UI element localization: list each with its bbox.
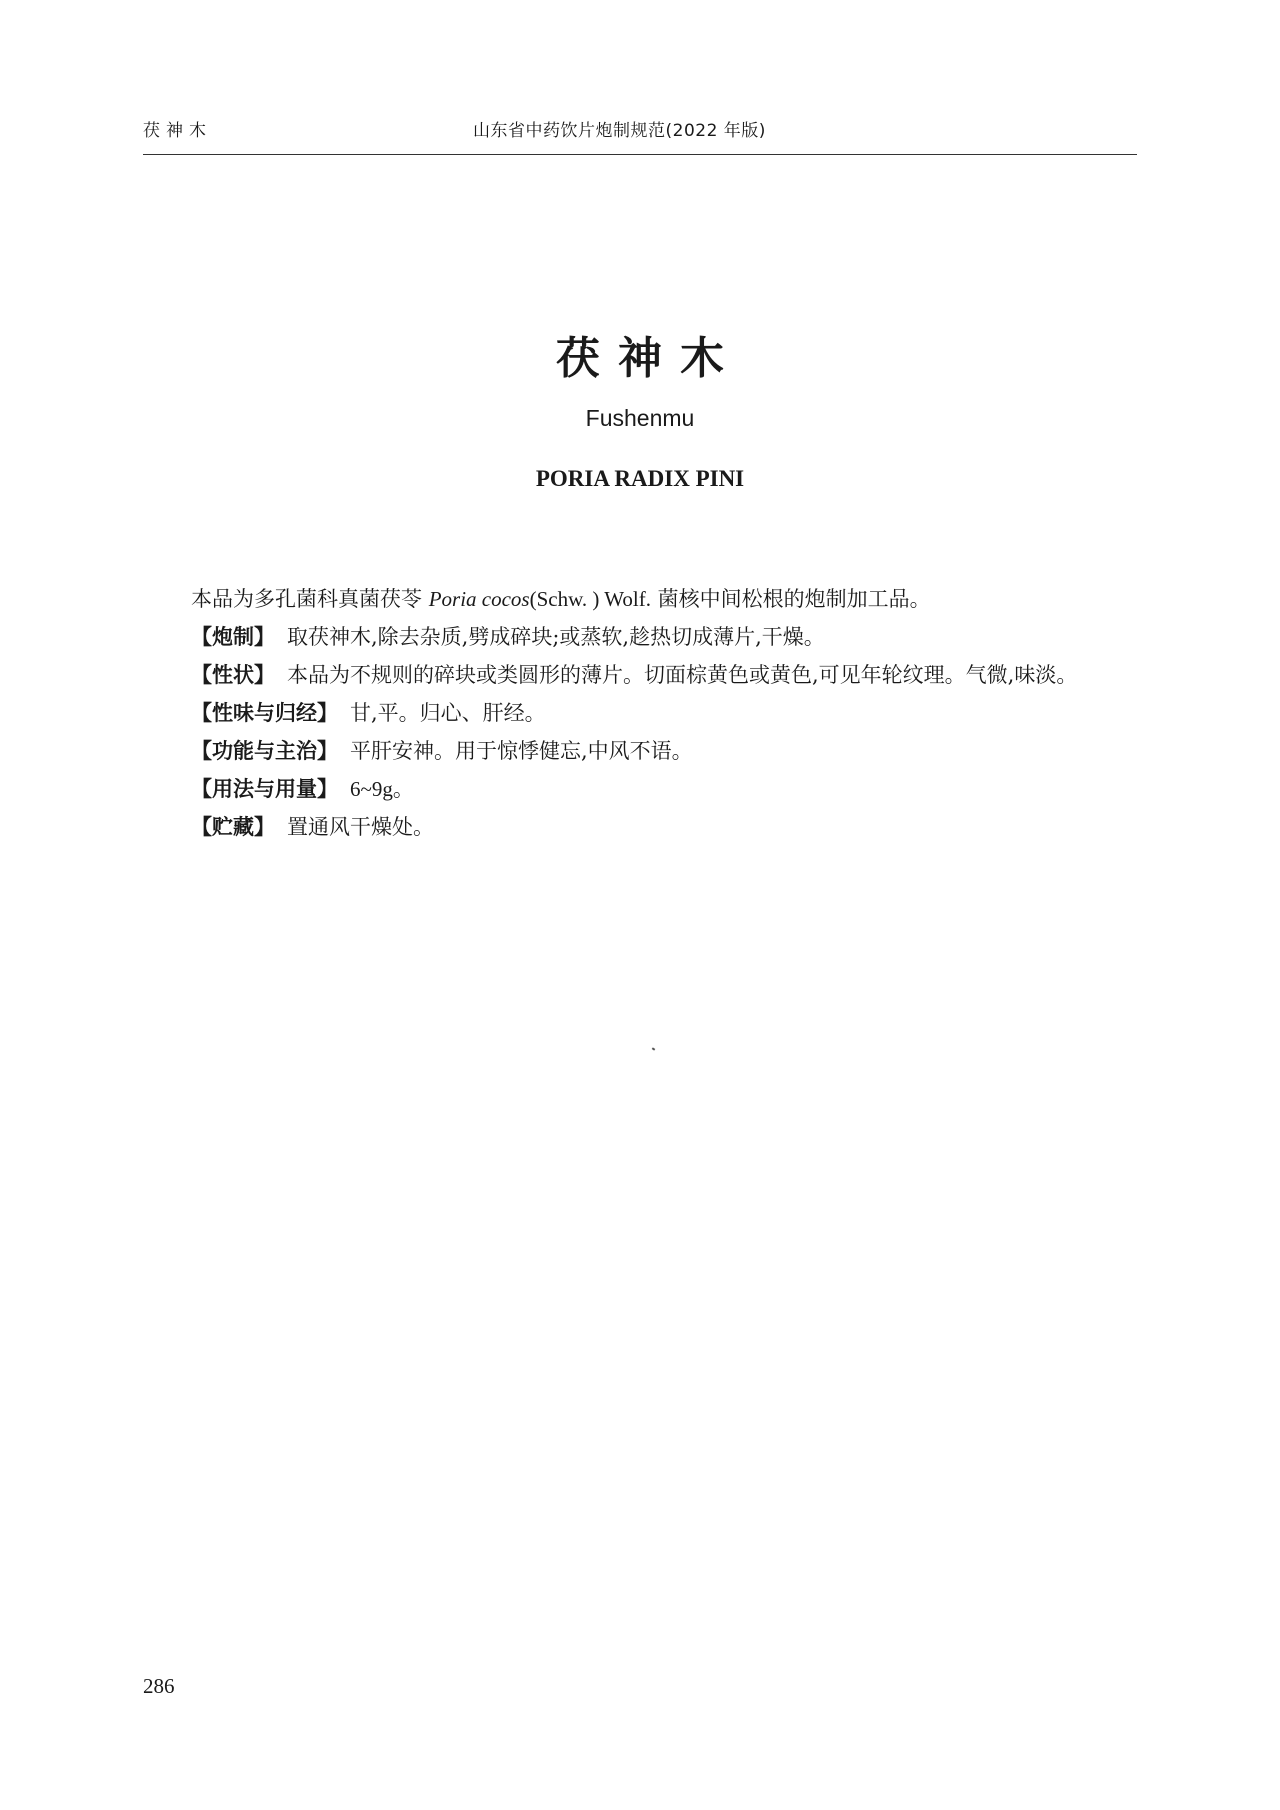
running-header-entry-name: 茯神木 (143, 121, 212, 141)
section-storage (143, 808, 1137, 846)
entry-title-chinese: 茯神木 (556, 333, 742, 384)
section-text: 平肝安神。用于惊悸健忘,中风不语。 (350, 739, 693, 763)
running-header (143, 116, 1137, 155)
section-text: 置通风干燥处。 (287, 815, 434, 839)
intro-suffix: 菌核中间松根的炮制加工品。 (650, 587, 931, 611)
section-label: 【性味与归经】 (191, 701, 338, 725)
section-label: 【贮藏】 (191, 815, 275, 839)
section-description (143, 656, 1137, 694)
species-authority: (Schw. ) Wolf. (529, 587, 651, 611)
section-function-indication (143, 732, 1137, 770)
section-text: 本品为不规则的碎块或类圆形的薄片。切面棕黄色或黄色,可见年轮纹理。气微,味淡。 (287, 663, 1078, 687)
entry-body (143, 580, 1137, 846)
section-label: 【性状】 (191, 663, 275, 687)
running-header-book-title: 山东省中药饮片炮制规范(2022 年版) (473, 121, 766, 141)
section-usage-dosage (143, 770, 1137, 808)
section-text: 取茯神木,除去杂质,劈成碎块;或蒸软,趁热切成薄片,干燥。 (287, 625, 825, 649)
page-number: 286 (143, 1674, 175, 1698)
section-label: 【炮制】 (191, 625, 275, 649)
scan-speck (652, 1047, 656, 1050)
section-label: 【用法与用量】 (191, 777, 338, 801)
entry-title-pinyin: Fushenmu (585, 405, 695, 431)
section-processing (143, 618, 1137, 656)
intro-prefix: 本品为多孔菌科真菌茯苓 (191, 587, 429, 611)
entry-title-latin: PORIA RADIX PINI (535, 466, 745, 491)
section-property-meridian (143, 694, 1137, 732)
species-name: Poria cocos (428, 587, 530, 611)
section-text: 6~9g。 (350, 777, 414, 801)
section-label: 【功能与主治】 (191, 739, 338, 763)
section-text: 甘,平。归心、肝经。 (350, 701, 546, 725)
intro-paragraph (143, 580, 1137, 618)
